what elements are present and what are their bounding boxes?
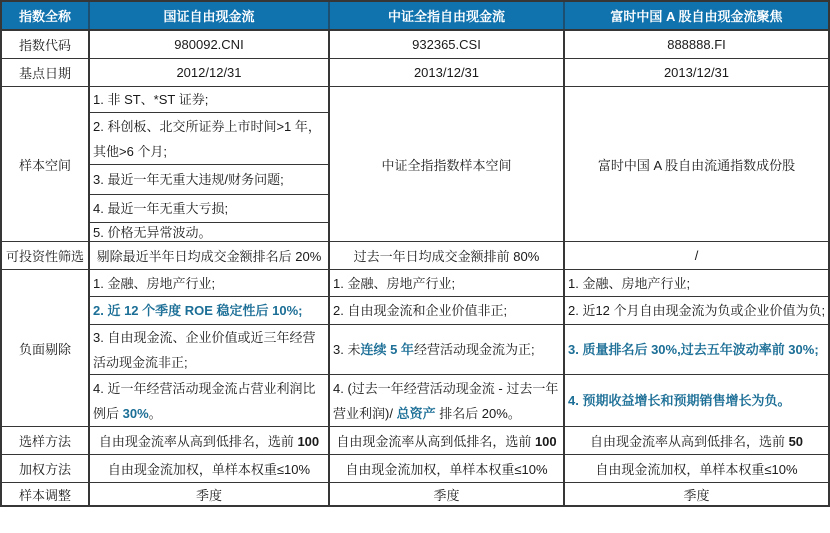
- header-cell-row-label: 指数全称: [2, 2, 90, 29]
- row-sample-space: [2, 87, 828, 242]
- cell-date-zhongzheng: 2013/12/31: [330, 59, 565, 86]
- row-sample-adjustment: [2, 483, 828, 505]
- cell-weighting-zhongzheng: 自由现金流加权，单样本权重≤10%: [330, 455, 565, 482]
- row-label-sample-adjustment: 样本调整: [2, 483, 90, 505]
- row-base-date: [2, 59, 828, 87]
- cell-selection-zhongzheng: 自由现金流率从高到低排名，选前 100: [330, 427, 565, 454]
- sample-item: 2. 科创板、北交所证券上市时间>1 年，其他>6 个月;: [90, 113, 328, 165]
- cell-code-ftse: 888888.FI: [667, 37, 726, 52]
- row-label-negative-screening: 负面剔除: [2, 270, 90, 426]
- cell-sample-ftse: 富时中国 A 股自由流通指数成份股: [597, 157, 796, 173]
- negative-item: 1. 金融、房地产行业;: [90, 270, 328, 297]
- cell-negative-zhongzheng: [330, 270, 565, 426]
- row-weighting-method: [2, 455, 828, 483]
- row-label-selection-method: 选样方法: [2, 427, 90, 454]
- negative-item: 4. 预期收益增长和预期销售增长为负。: [568, 393, 791, 408]
- cell-selection-guozheng: 自由现金流率从高到低排名，选前 100: [90, 427, 330, 454]
- negative-item: 3. 质量排名后 30%,过去五年波动率前 30%;: [565, 325, 828, 375]
- cell-adjust-ftse: 季度: [683, 487, 710, 503]
- header-cell-guozheng-index: 国证自由现金流: [90, 2, 330, 29]
- negative-item: 1. 金融、房地产行业;: [565, 270, 828, 297]
- row-investability-screen: [2, 242, 828, 270]
- row-label-sample-space: 样本空间: [2, 87, 90, 241]
- negative-item: 3. 未连续 5 年经营活动现金流为正;: [330, 325, 563, 375]
- negative-item: 4. (过去一年经营活动现金流 - 过去一年营业利润)/ 总资产 排名后 20%。: [333, 380, 559, 421]
- cell-code-zhongzheng: 932365.CSI: [330, 31, 565, 58]
- header-row: [2, 2, 828, 31]
- cell-date-guozheng: 2012/12/31: [90, 59, 330, 86]
- row-selection-method: [2, 427, 828, 455]
- sample-item: 1. 非 ST、*ST 证券;: [90, 87, 328, 113]
- cell-sample-zhongzheng: 中证全指指数样本空间: [330, 87, 565, 241]
- sample-item: 3. 最近一年无重大违规/财务问题;: [90, 165, 328, 195]
- row-negative-screening: [2, 270, 828, 427]
- negative-item: 4. 近一年经营活动现金流占营业利润比例后 30%。: [93, 380, 316, 421]
- row-label-weighting-method: 加权方法: [2, 455, 90, 482]
- negative-item: 2. 近12 个月自由现金流为负或企业价值为负;: [565, 297, 828, 325]
- row-index-code: [2, 31, 828, 59]
- sample-item: 4. 最近一年无重大亏损;: [90, 195, 328, 223]
- cell-selection-ftse: 自由现金流率从高到低排名，选前 50: [589, 434, 804, 449]
- row-label-base-date: 基点日期: [2, 59, 90, 86]
- cell-adjust-zhongzheng: 季度: [330, 483, 565, 505]
- cell-invest-guozheng: 剔除最近半年日均成交金额排名后 20%: [90, 242, 330, 269]
- row-label-index-code: 指数代码: [2, 31, 90, 58]
- cell-invest-zhongzheng: 过去一年日均成交金额排前 80%: [330, 242, 565, 269]
- header-cell-zhongzheng-index: 中证全指自由现金流: [330, 2, 565, 29]
- negative-item: 2. 自由现金流和企业价值非正;: [330, 297, 563, 325]
- cell-weighting-guozheng: 自由现金流加权，单样本权重≤10%: [90, 455, 330, 482]
- negative-item: 1. 金融、房地产行业;: [330, 270, 563, 297]
- cell-negative-guozheng: [90, 270, 330, 426]
- cell-date-ftse: 2013/12/31: [663, 65, 730, 80]
- cell-adjust-guozheng: 季度: [90, 483, 330, 505]
- cell-weighting-ftse: 自由现金流加权，单样本权重≤10%: [595, 462, 798, 477]
- cell-invest-ftse: /: [694, 248, 699, 263]
- negative-item: 2. 近 12 个季度 ROE 稳定性后 10%;: [90, 297, 328, 325]
- cell-negative-ftse: [565, 270, 828, 426]
- header-cell-ftse-index: 富时中国 A 股自由现金流聚焦: [610, 9, 783, 24]
- row-label-investability: 可投资性筛选: [2, 242, 90, 269]
- cell-code-guozheng: 980092.CNI: [90, 31, 330, 58]
- negative-item: 3. 自由现金流、企业价值或近三年经营活动现金流非正;: [90, 325, 328, 375]
- sample-item: 5. 价格无异常波动。: [93, 224, 212, 240]
- cell-sample-guozheng: [90, 87, 330, 241]
